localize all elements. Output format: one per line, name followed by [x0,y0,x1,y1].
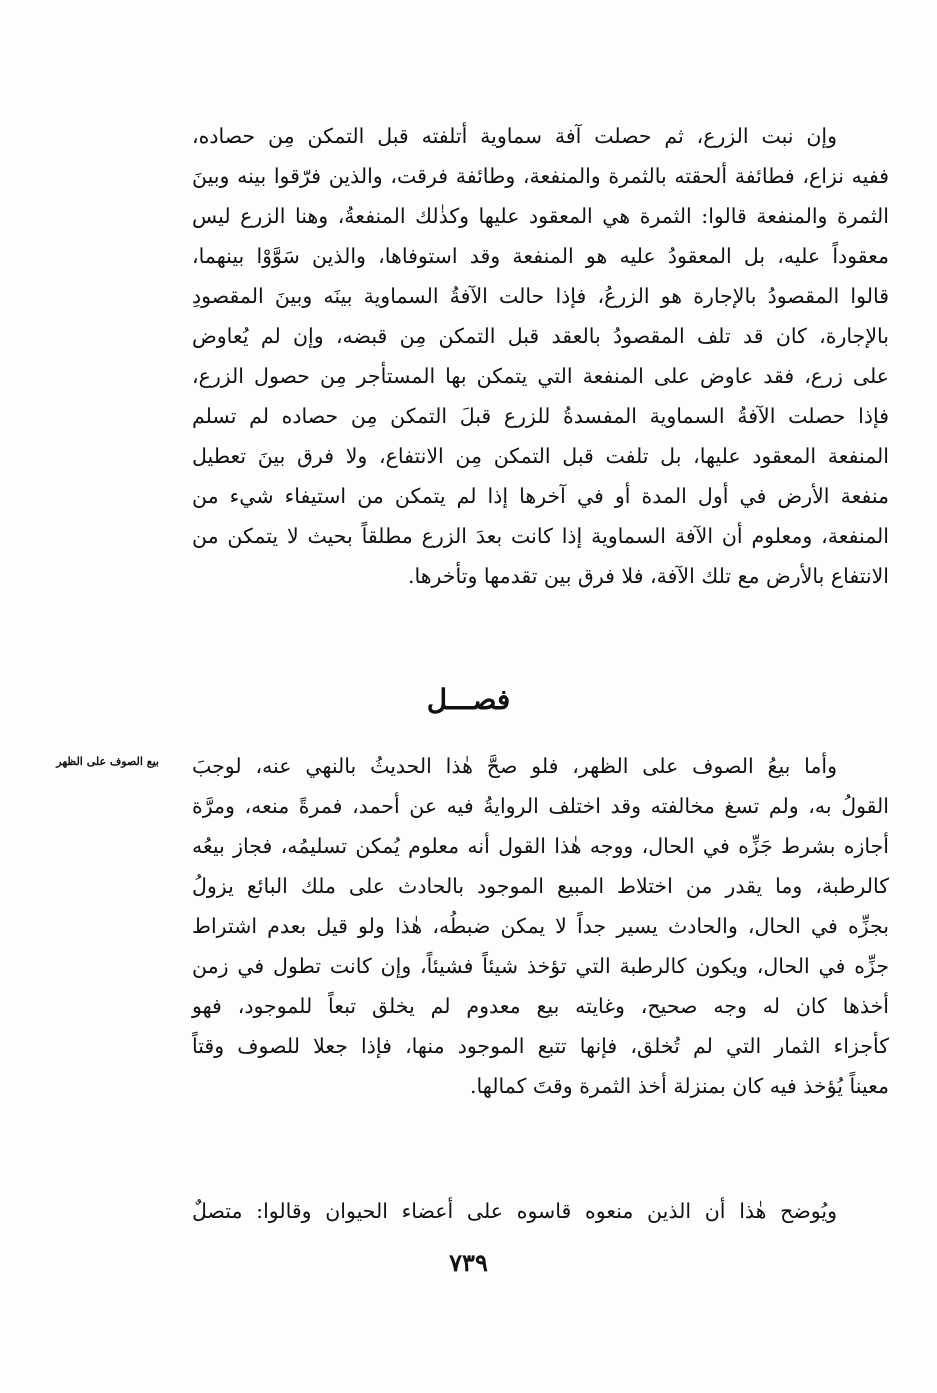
text-line: ويُوضح هٰذا أن الذين منعوه قاسوه على أعضاء الحيوان وقالوا: متصلٌ [192,1199,837,1223]
text-line: بالإجارة، كان قد تلف المقصودُ بالعقد قبل التمكن مِن قبضه، وإن لم يُعاوض [192,324,889,348]
text-line: أجازه بشرط جَزِّه في الحال، ووجه هٰذا القول أنه معلوم يُمكن تسليمُه، فجاز بيعُه [192,834,889,858]
text-line: ففيه نزاع، فطائفة ألحقته بالثمرة والمنفعة، وطائفة فرقت، والذين فرّقوا بينه وبينَ [192,164,889,188]
text-line: معقوداً عليه، بل المعقودُ عليه هو المنفعة وقد استوفاها، والذين سَوَّوْا بينهما، [192,244,889,268]
margin-note: بيع الصوف على الظهر [56,755,159,768]
text-line: القولُ به، ولم تسغ مخالفته وقد اختلف الروايةُ فيه عن أحمد، فمرةً منعه، ومرَّة [192,794,889,818]
text-line: بجزِّه في الحال، والحادث يسير جداً لا يمكن ضبطُه، هٰذا ولو قيل بعدم اشتراط [192,914,889,938]
page-number: ٧٣٩ [449,1248,488,1277]
text-line: جزِّه في الحال، ويكون كالرطبة التي تؤخذ شيئاً فشيئاً، وإن كانت تطول في زمن [192,954,889,978]
text-line: المنفعة، ومعلوم أن الآفة السماوية إذا كانت بعدَ الزرع مطلقاً بحيث لا يتمكن من [192,524,889,548]
text-line: وأما بيعُ الصوف على الظهر، فلو صحَّ هٰذا الحديثُ بالنهي عنه، لوجبَ [192,754,837,778]
text-line: وإن نبت الزرع، ثم حصلت آفة سماوية أتلفته قبل التمكن مِن حصاده، [192,124,837,148]
text-line: على زرع، فقد عاوض على المنفعة التي يتمكن بها المستأجر مِن حصول الزرع، [192,364,889,388]
text-line: معيناً يُؤخذ فيه كان بمنزلة أخذ الثمرة وقتَ كمالها. [470,1074,889,1098]
text-line: المنفعة المعقود عليها، بل تلفت قبل التمكن مِن الانتفاع، ولا فرق بينَ تعطيل [192,444,889,468]
text-line: أخذها كان له وجه صحيح، وغايته بيع معدوم لم يخلق تبعاً للموجود، فهو [192,994,889,1018]
text-line: منفعة الأرض في أول المدة أو في آخرها إذا لم يتمكن من استيفاء شيء من [192,484,889,508]
text-line: كالرطبة، وما يقدر من اختلاط المبيع الموجود بالحادث على ملك البائع يزولُ [192,874,889,898]
text-line: الانتفاع بالأرض مع تلك الآفة، فلا فرق بين تقدمها وتأخرها. [407,564,889,588]
paragraph-1 [192,116,889,596]
paragraph-3 [192,1191,889,1231]
text-line: الثمرة والمنفعة قالوا: الثمرة هي المعقود عليها وكذٰلك المنفعةُ، وهنا الزرع ليس [192,204,889,228]
text-line: قالوا المقصودُ بالإجارة هو الزرعُ، فإذا حالت الآفةُ السماوية بينَه وبينَ المقصودِ [192,284,889,308]
text-line: فإذا حصلت الآفةُ السماوية المفسدةُ للزرع قبلَ التمكن مِن حصاده لم تسلم [192,404,889,428]
section-heading: فصـــل [426,683,511,716]
text-line: كأجزاء الثمار التي لم تُخلق، فإنها تتبع الموجود منها، فإذا جعلا للصوف وقتاً [192,1034,889,1058]
paragraph-2 [192,746,889,1106]
